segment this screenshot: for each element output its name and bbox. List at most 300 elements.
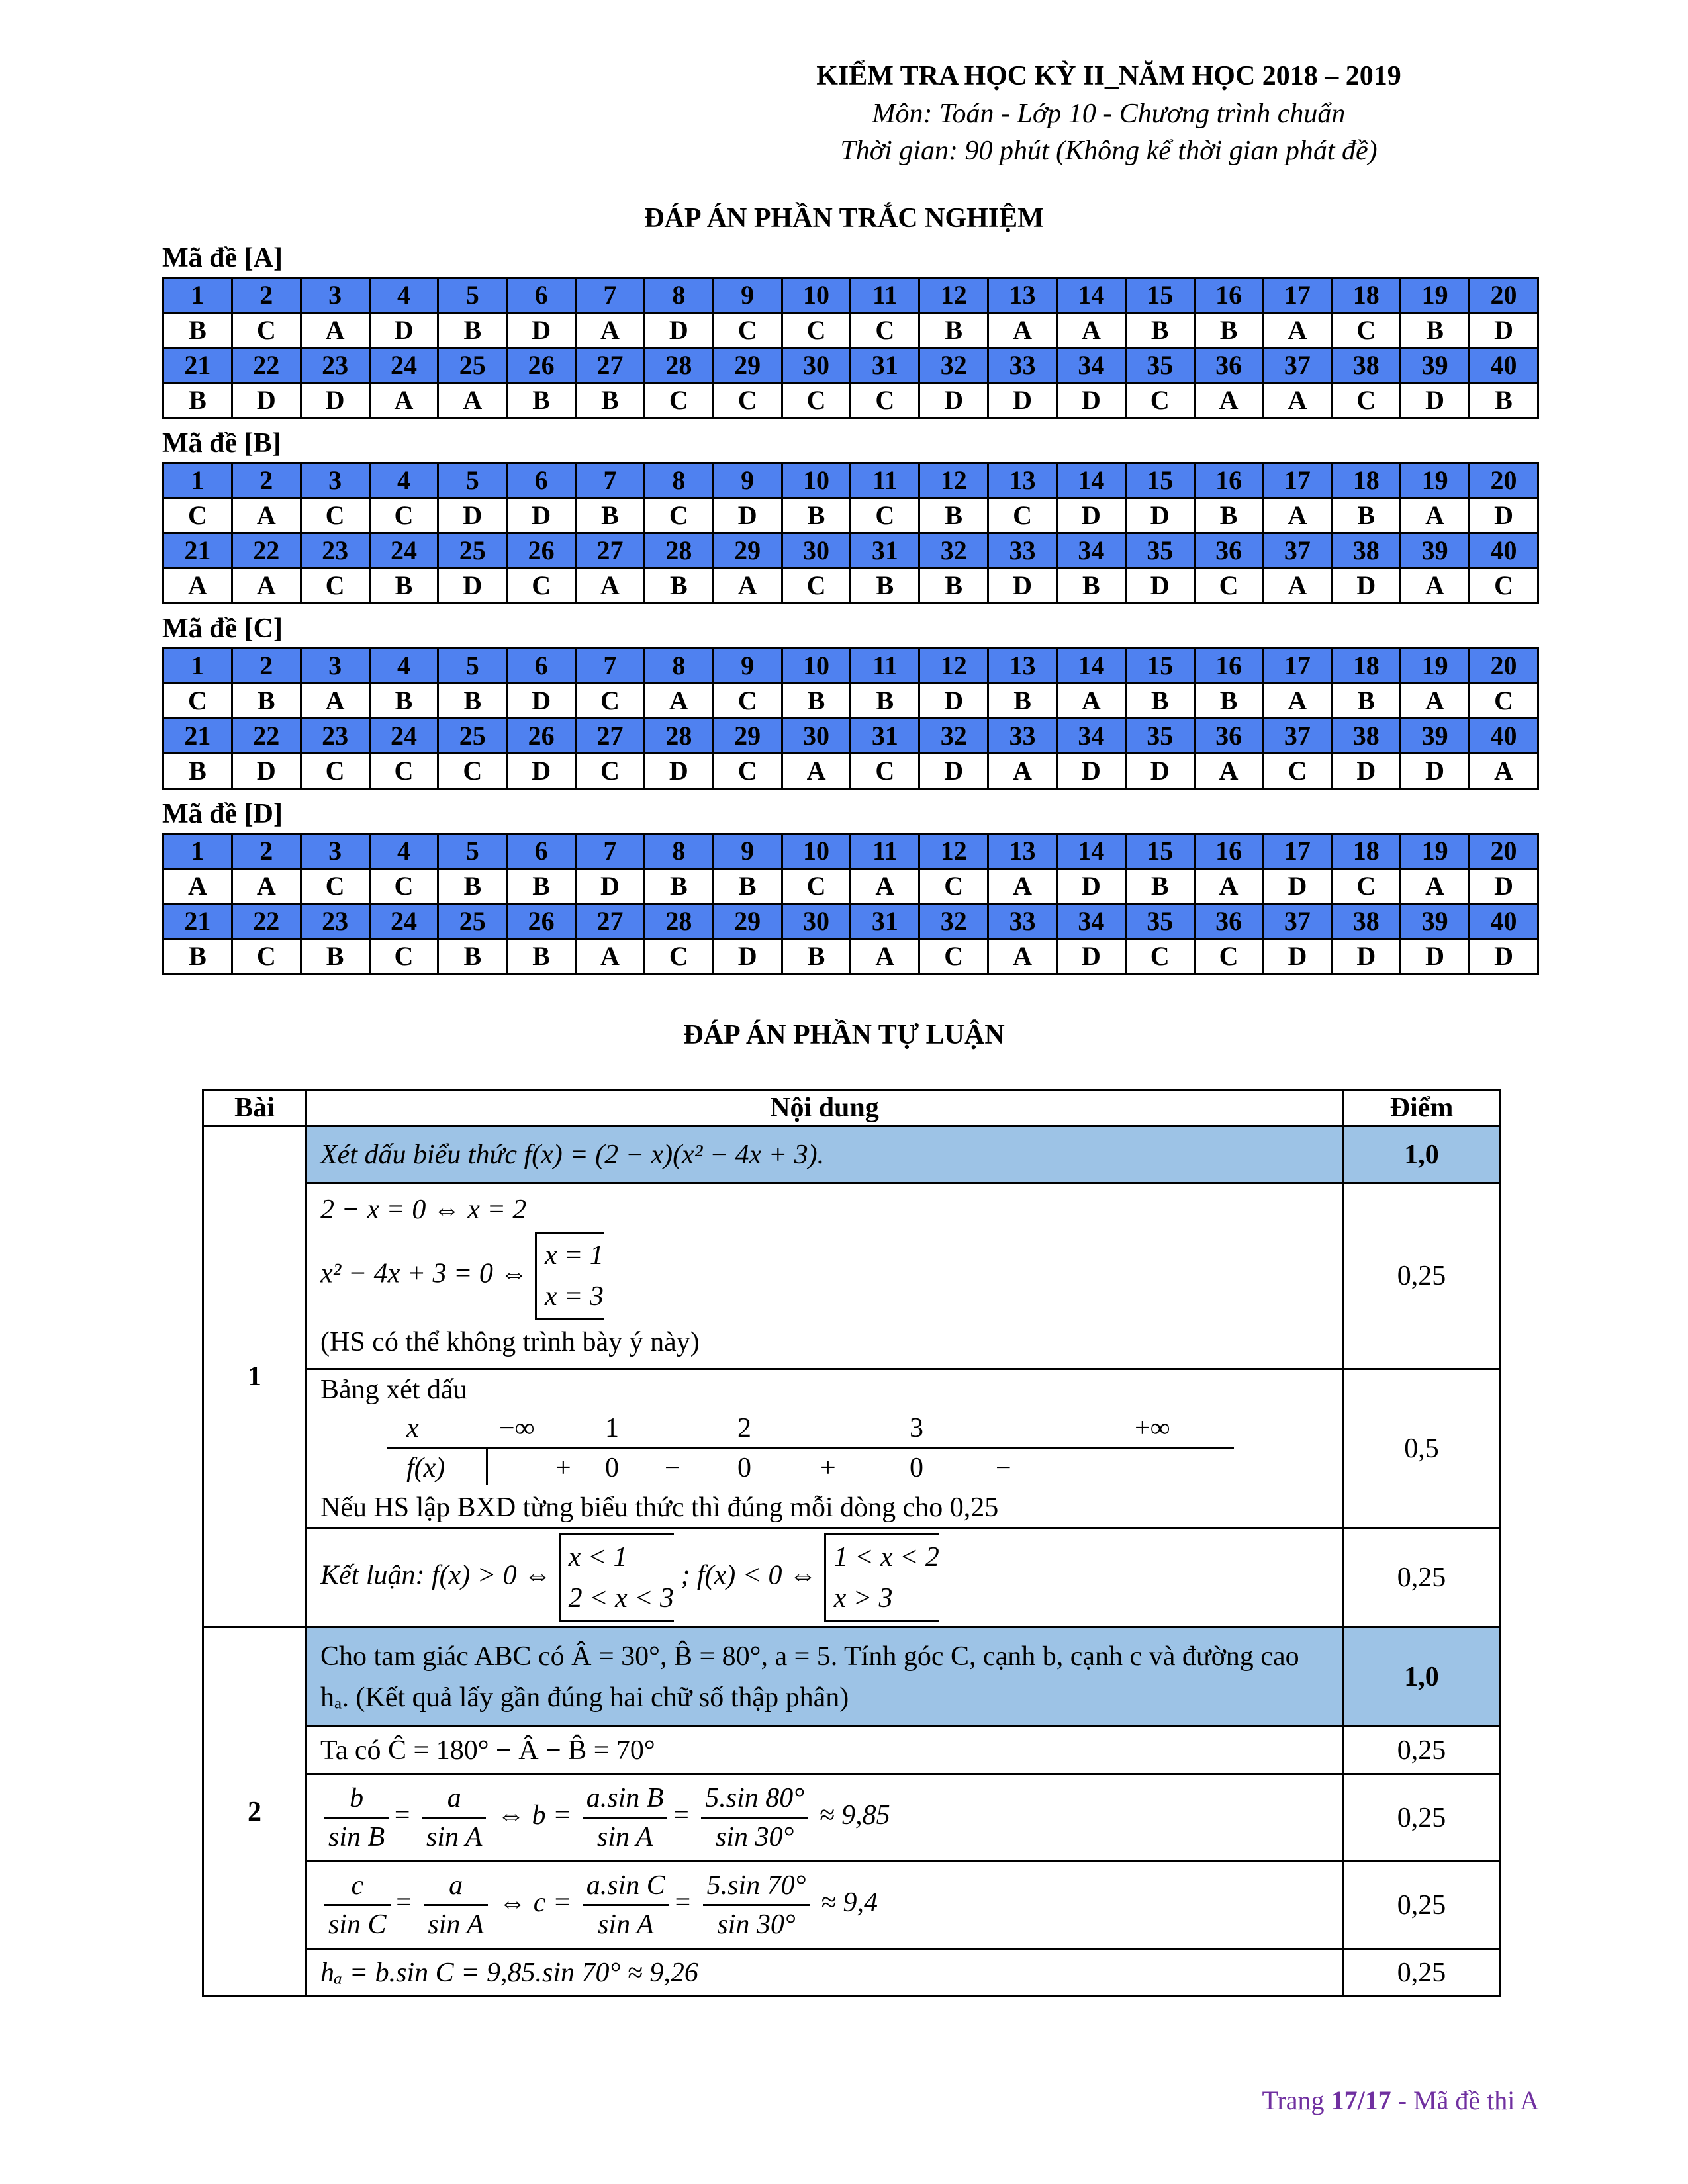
question-number-cell: 3 [301, 278, 369, 313]
col-header-bai: Bài [203, 1090, 306, 1126]
essay-header-row [203, 1090, 1501, 1126]
answer-cell: B [507, 939, 576, 974]
answer-cell: A [1263, 498, 1332, 533]
answer-cell: B [1194, 313, 1263, 348]
question-number-cell: 30 [782, 904, 851, 939]
numerator: b [324, 1780, 389, 1819]
question-number-cell: 32 [919, 719, 988, 754]
answer-cell: D [919, 383, 988, 418]
answer-cell: C [644, 498, 713, 533]
question-number-cell: 33 [988, 904, 1057, 939]
question-number-cell: 33 [988, 348, 1057, 383]
answer-cell: C [164, 684, 232, 719]
answer-cell: B [919, 498, 988, 533]
answer-cell: D [1263, 939, 1332, 974]
answer-cell: B [438, 939, 507, 974]
answer-cell: D [507, 684, 576, 719]
question-number-cell: 35 [1125, 904, 1194, 939]
answer-cell: B [644, 569, 713, 604]
b1-step1-root2: x = 3 [544, 1281, 604, 1312]
answer-cell: B [782, 684, 851, 719]
answer-cell: D [1401, 383, 1470, 418]
code-label-c: Mã đề [C] [162, 614, 283, 644]
b1-step2-note: Nếu HS lập BXD từng biểu thức thì đúng mỗi dòng cho 0,25 [320, 1492, 999, 1523]
answer-cell: A [1194, 869, 1263, 904]
answer-cell: D [1470, 869, 1538, 904]
numerator: 5.sin 70° [703, 1867, 810, 1906]
question-number-cell: 30 [782, 719, 851, 754]
answer-cell: C [644, 939, 713, 974]
page-footer [1262, 2085, 1539, 2116]
b1-step1 [306, 1183, 1343, 1369]
question-number-cell: 12 [919, 649, 988, 684]
question-number-cell: 2 [232, 463, 301, 498]
denominator: sin C [328, 1909, 387, 1940]
answer-cell: D [507, 313, 576, 348]
question-number-cell: 10 [782, 278, 851, 313]
question-number-cell: 31 [851, 348, 919, 383]
b1-step1-eq2-lead: x² − 4x + 3 = 0 ⇔ [320, 1258, 528, 1289]
sign-table-sign: 0 [737, 1453, 751, 1483]
question-number-cell: 5 [438, 463, 507, 498]
answer-cell: B [164, 313, 232, 348]
question-number-cell: 26 [507, 533, 576, 569]
answer-table-d [162, 833, 1539, 975]
question-number-cell: 39 [1401, 719, 1470, 754]
answer-cell: A [988, 939, 1057, 974]
question-number-cell: 11 [851, 463, 919, 498]
question-number-cell: 8 [644, 649, 713, 684]
answer-cell: B [1332, 498, 1401, 533]
number-row [164, 533, 1538, 569]
answer-cell: B [369, 684, 438, 719]
question-number-cell: 20 [1470, 463, 1538, 498]
question-number-cell: 11 [851, 278, 919, 313]
b1-step1-root1: x = 1 [544, 1240, 604, 1271]
answer-cell: C [644, 383, 713, 418]
b1-step3-case3: 1 < x < 2 [833, 1542, 939, 1572]
answer-cell: C [576, 684, 645, 719]
answer-cell: D [369, 313, 438, 348]
b2-step3-mid: ⇔ c = [498, 1888, 572, 1919]
question-number-cell: 22 [232, 348, 301, 383]
answer-cell: C [301, 569, 369, 604]
question-number-cell: 8 [644, 278, 713, 313]
b1-step3-bracket2 [824, 1533, 939, 1622]
answer-cell: D [232, 383, 301, 418]
answer-cell: C [713, 754, 782, 789]
b1-step1-eq2 [320, 1232, 1329, 1320]
answer-cell: C [1125, 383, 1194, 418]
numerator: c [324, 1867, 391, 1906]
answer-cell: A [576, 939, 645, 974]
answer-cell: D [1332, 939, 1401, 974]
answer-cell: D [1056, 498, 1125, 533]
sign-table-value: 3 [910, 1413, 923, 1443]
question-number-cell: 14 [1056, 278, 1125, 313]
sign-table-vline [486, 1447, 488, 1485]
fraction [701, 1780, 808, 1856]
answer-cell: D [438, 569, 507, 604]
question-number-cell: 39 [1401, 904, 1470, 939]
denominator: sin 30° [717, 1909, 796, 1940]
answer-cell: A [232, 569, 301, 604]
answer-cell: B [164, 383, 232, 418]
question-number-cell: 33 [988, 533, 1057, 569]
answer-cell: D [919, 754, 988, 789]
fraction [703, 1867, 810, 1943]
question-number-cell: 21 [164, 348, 232, 383]
question-number-cell: 17 [1263, 834, 1332, 869]
question-number-cell: 2 [232, 834, 301, 869]
answer-table-c [162, 647, 1539, 790]
question-number-cell: 6 [507, 834, 576, 869]
answer-cell: A [1263, 684, 1332, 719]
answer-cell: D [1470, 939, 1538, 974]
question-number-cell: 31 [851, 533, 919, 569]
question-number-cell: 9 [713, 649, 782, 684]
answer-cell: A [1263, 313, 1332, 348]
footer-mid: - Mã đề thi [1391, 2085, 1521, 2115]
question-number-cell: 27 [576, 348, 645, 383]
question-number-cell: 37 [1263, 904, 1332, 939]
footer-page: 17/17 [1331, 2085, 1391, 2115]
answer-cell: C [1470, 684, 1538, 719]
question-number-cell: 16 [1194, 649, 1263, 684]
question-number-cell: 14 [1056, 649, 1125, 684]
question-number-cell: 5 [438, 649, 507, 684]
answer-cell: B [369, 569, 438, 604]
b1-question-text: Xét dấu biểu thức f(x) = (2 − x)(x² − 4x + 3). [320, 1139, 825, 1170]
question-number-cell: 29 [713, 533, 782, 569]
question-number-cell: 23 [301, 719, 369, 754]
question-number-cell: 24 [369, 533, 438, 569]
b1-step1-bracket [535, 1232, 604, 1320]
answer-cell: A [713, 569, 782, 604]
answer-cell: B [438, 869, 507, 904]
answer-cell: D [507, 754, 576, 789]
question-number-cell: 20 [1470, 834, 1538, 869]
answer-cell: C [301, 754, 369, 789]
question-number-cell: 23 [301, 533, 369, 569]
answer-cell: B [576, 498, 645, 533]
b1-step3-bracket1 [559, 1533, 674, 1622]
number-row [164, 463, 1538, 498]
question-number-cell: 1 [164, 834, 232, 869]
answer-cell: B [988, 684, 1057, 719]
answer-row [164, 869, 1538, 904]
question-number-cell: 11 [851, 834, 919, 869]
b2-step4-points: 0,25 [1343, 1949, 1501, 1997]
sign-table-sign: 0 [910, 1453, 923, 1483]
answer-row [164, 684, 1538, 719]
question-number-cell: 26 [507, 348, 576, 383]
question-number-cell: 24 [369, 904, 438, 939]
answer-cell: D [1332, 569, 1401, 604]
question-number-cell: 15 [1125, 649, 1194, 684]
answer-cell: B [1125, 869, 1194, 904]
code-label-a: Mã đề [A] [162, 243, 283, 273]
answer-row [164, 498, 1538, 533]
answer-cell: D [1470, 498, 1538, 533]
answer-cell: D [1401, 754, 1470, 789]
fraction [324, 1780, 389, 1856]
question-number-cell: 5 [438, 278, 507, 313]
question-number-cell: 9 [713, 463, 782, 498]
fraction [583, 1867, 669, 1943]
answer-cell: B [851, 684, 919, 719]
answer-cell: C [851, 313, 919, 348]
question-number-cell: 12 [919, 463, 988, 498]
answer-cell: B [1194, 498, 1263, 533]
answer-cell: D [1470, 313, 1538, 348]
question-number-cell: 14 [1056, 463, 1125, 498]
b2-step1-points: 0,25 [1343, 1727, 1501, 1774]
answer-cell: A [369, 383, 438, 418]
answer-cell: C [232, 313, 301, 348]
answer-cell: C [1194, 939, 1263, 974]
b1-step3-case2: 2 < x < 3 [568, 1583, 674, 1614]
answer-cell: A [232, 498, 301, 533]
question-number-cell: 4 [369, 463, 438, 498]
answer-cell: B [782, 498, 851, 533]
denominator: sin A [428, 1909, 484, 1940]
answer-cell: C [782, 313, 851, 348]
answer-table-b [162, 462, 1539, 604]
question-number-cell: 30 [782, 348, 851, 383]
question-number-cell: 15 [1125, 463, 1194, 498]
b2-number: 2 [203, 1627, 306, 1997]
question-number-cell: 7 [576, 649, 645, 684]
answer-cell: C [232, 939, 301, 974]
b1-step1-note: (HS có thể không trình bày ý này) [320, 1327, 700, 1357]
question-number-cell: 32 [919, 348, 988, 383]
question-number-cell: 23 [301, 904, 369, 939]
answer-cell: A [1401, 498, 1470, 533]
question-number-cell: 13 [988, 649, 1057, 684]
answer-cell: A [782, 754, 851, 789]
code-label-b: Mã đề [B] [162, 428, 281, 459]
b1-step1-points: 0,25 [1343, 1183, 1501, 1369]
b1-step3-points: 0,25 [1343, 1529, 1501, 1627]
question-number-cell: 10 [782, 834, 851, 869]
question-number-cell: 17 [1263, 278, 1332, 313]
question-number-cell: 18 [1332, 278, 1401, 313]
answer-cell: C [782, 869, 851, 904]
answer-cell: D [301, 383, 369, 418]
b2-step2-row [203, 1774, 1501, 1862]
answer-cell: D [988, 383, 1057, 418]
answer-cell: B [164, 754, 232, 789]
sign-table-fx-label: f(x) [406, 1453, 445, 1483]
b2-step1: Ta có Ĉ = 180° − Â − B̂ = 70° [306, 1727, 1343, 1774]
b2-step3-result: ≈ 9,4 [820, 1888, 878, 1919]
answer-row [164, 939, 1538, 974]
question-number-cell: 12 [919, 278, 988, 313]
question-number-cell: 17 [1263, 649, 1332, 684]
question-number-cell: 29 [713, 348, 782, 383]
answer-cell: C [164, 498, 232, 533]
sign-table-sign: − [665, 1453, 680, 1483]
sign-table-sign: − [996, 1453, 1011, 1483]
answer-cell: C [713, 383, 782, 418]
numerator: a [422, 1780, 486, 1819]
numerator: a.sin C [583, 1867, 669, 1906]
question-number-cell: 24 [369, 719, 438, 754]
b1-question [306, 1126, 1343, 1183]
question-number-cell: 36 [1194, 719, 1263, 754]
b1-question-row [203, 1126, 1501, 1183]
exam-subject: Môn: Toán - Lớp 10 - Chương trình chuẩn [872, 99, 1346, 129]
answer-cell: D [1125, 569, 1194, 604]
answer-cell: C [782, 569, 851, 604]
answer-cell: C [713, 313, 782, 348]
question-number-cell: 18 [1332, 649, 1401, 684]
sign-table-value: 1 [605, 1413, 619, 1443]
b1-step2-title: Bảng xét dấu [320, 1375, 467, 1405]
question-number-cell: 18 [1332, 834, 1401, 869]
number-row [164, 834, 1538, 869]
answer-cell: B [1125, 313, 1194, 348]
question-number-cell: 31 [851, 904, 919, 939]
answer-cell: D [713, 498, 782, 533]
answer-cell: A [576, 313, 645, 348]
b2-step2-mid: ⇔ b = [496, 1800, 572, 1831]
answer-cell: A [576, 569, 645, 604]
answer-cell: A [1056, 684, 1125, 719]
footer-code: A [1520, 2085, 1539, 2115]
answer-cell: A [301, 684, 369, 719]
question-number-cell: 5 [438, 834, 507, 869]
answer-cell: B [1194, 684, 1263, 719]
question-number-cell: 22 [232, 533, 301, 569]
question-number-cell: 6 [507, 463, 576, 498]
question-number-cell: 8 [644, 834, 713, 869]
answer-table-a [162, 277, 1539, 419]
question-number-cell: 21 [164, 533, 232, 569]
question-number-cell: 21 [164, 719, 232, 754]
question-number-cell: 35 [1125, 719, 1194, 754]
question-number-cell: 35 [1125, 348, 1194, 383]
answer-cell: C [1332, 869, 1401, 904]
answer-cell: C [369, 498, 438, 533]
answer-cell: A [988, 869, 1057, 904]
answer-cell: C [1332, 313, 1401, 348]
b2-question-points: 1,0 [1343, 1627, 1501, 1727]
page-header [728, 57, 1489, 169]
answer-cell: B [1470, 383, 1538, 418]
answer-cell: D [232, 754, 301, 789]
answer-cell: B [507, 383, 576, 418]
b1-step3-mid: ; f(x) < 0 ⇔ [680, 1560, 818, 1591]
answer-cell: B [644, 869, 713, 904]
answer-cell: D [438, 498, 507, 533]
question-number-cell: 38 [1332, 719, 1401, 754]
question-number-cell: 3 [301, 463, 369, 498]
b2-step2-result: ≈ 9,85 [819, 1800, 890, 1831]
answer-row [164, 569, 1538, 604]
question-number-cell: 38 [1332, 533, 1401, 569]
answer-cell: B [1332, 684, 1401, 719]
question-number-cell: 22 [232, 904, 301, 939]
answer-cell: D [1401, 939, 1470, 974]
b1-step2-points: 0,5 [1343, 1369, 1501, 1529]
b1-step3-case4: x > 3 [833, 1583, 893, 1614]
essay-answer-table [202, 1089, 1501, 1997]
b2-step4-row [203, 1949, 1501, 1997]
answer-cell: D [1056, 754, 1125, 789]
question-number-cell: 15 [1125, 278, 1194, 313]
answer-cell: B [919, 569, 988, 604]
b2-step3-points: 0,25 [1343, 1862, 1501, 1949]
answer-cell: D [507, 498, 576, 533]
number-row [164, 278, 1538, 313]
question-number-cell: 16 [1194, 278, 1263, 313]
question-number-cell: 12 [919, 834, 988, 869]
fraction [424, 1867, 487, 1943]
answer-cell: B [438, 313, 507, 348]
question-number-cell: 32 [919, 904, 988, 939]
question-number-cell: 9 [713, 278, 782, 313]
answer-cell: C [369, 939, 438, 974]
b1-step2 [306, 1369, 1343, 1529]
denominator: sin A [596, 1822, 653, 1852]
answer-cell: C [988, 498, 1057, 533]
answer-cell: B [851, 569, 919, 604]
answer-cell: A [164, 869, 232, 904]
numerator: a.sin B [583, 1780, 668, 1819]
question-number-cell: 9 [713, 834, 782, 869]
sign-table-value: +∞ [1135, 1413, 1170, 1443]
answer-cell: D [1056, 939, 1125, 974]
question-number-cell: 25 [438, 904, 507, 939]
sign-table-sign: 0 [605, 1453, 619, 1483]
question-number-cell: 40 [1470, 533, 1538, 569]
answer-cell: A [851, 869, 919, 904]
sign-table-x-label: x [406, 1413, 419, 1443]
answer-cell: D [1332, 754, 1401, 789]
question-number-cell: 8 [644, 463, 713, 498]
question-number-cell: 40 [1470, 904, 1538, 939]
question-number-cell: 34 [1056, 904, 1125, 939]
question-number-cell: 36 [1194, 348, 1263, 383]
question-number-cell: 6 [507, 278, 576, 313]
question-number-cell: 26 [507, 904, 576, 939]
fraction [324, 1867, 391, 1943]
answer-cell: D [713, 939, 782, 974]
answer-cell: D [988, 569, 1057, 604]
question-number-cell: 2 [232, 649, 301, 684]
question-number-cell: 27 [576, 719, 645, 754]
question-number-cell: 34 [1056, 348, 1125, 383]
question-number-cell: 1 [164, 649, 232, 684]
question-number-cell: 7 [576, 834, 645, 869]
question-number-cell: 38 [1332, 348, 1401, 383]
answer-cell: A [1401, 869, 1470, 904]
question-number-cell: 10 [782, 463, 851, 498]
b2-step4: hₐ = b.sin C = 9,85.sin 70° ≈ 9,26 [306, 1949, 1343, 1997]
sign-table-sign: + [555, 1453, 571, 1483]
question-number-cell: 3 [301, 834, 369, 869]
answer-cell: B [782, 939, 851, 974]
answer-cell: B [1401, 313, 1470, 348]
question-number-cell: 37 [1263, 533, 1332, 569]
question-number-cell: 14 [1056, 834, 1125, 869]
b1-step1-eq1: 2 − x = 0 ⇔ x = 2 [320, 1195, 527, 1225]
denominator: sin B [328, 1822, 385, 1852]
question-number-cell: 21 [164, 904, 232, 939]
question-number-cell: 23 [301, 348, 369, 383]
